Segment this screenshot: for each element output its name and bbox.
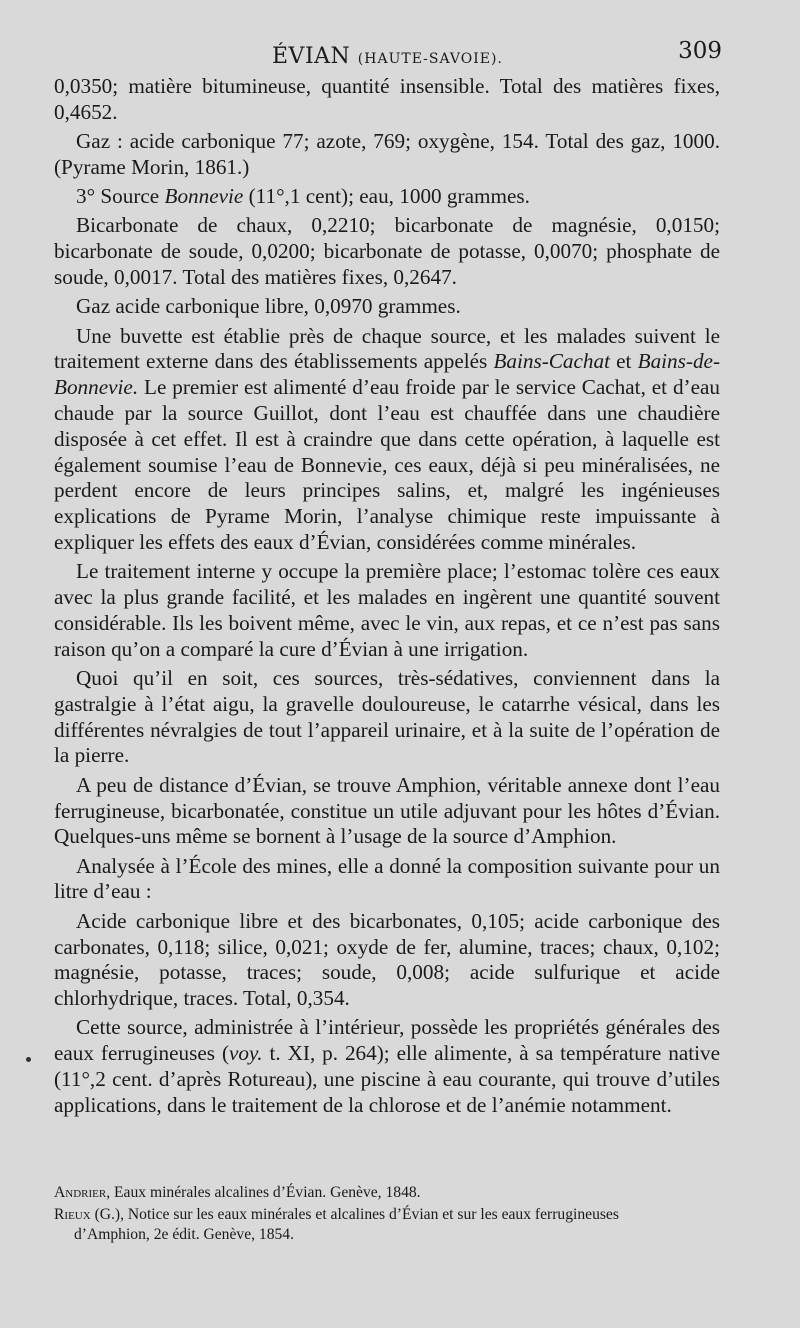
title-main: ÉVIAN <box>272 44 351 69</box>
paragraph <box>54 1015 720 1118</box>
bib-continuation: d’Amphion, 2e édit. Genève, 1854. <box>74 1226 294 1243</box>
bib-author: Andrier, <box>54 1184 111 1201</box>
paragraph: 0,0350; matière bitumineuse, quantité insensible. Total des matières fixes, 0,4652. <box>54 74 720 124</box>
bib-text: Eaux minérales alcalines d’Évian. Genève, 1848. <box>110 1184 421 1201</box>
title-sub: (HAUTE-SAVOIE). <box>357 51 503 67</box>
running-header <box>0 38 800 74</box>
establishment-name: Bains-Cachat <box>493 349 610 374</box>
bibliography-entry <box>54 1205 754 1245</box>
text-run: (11°,1 cent); eau, 1000 grammes. <box>243 184 530 209</box>
paragraph: Le traitement interne y occupe la première place; l’estomac tolère ces eaux avec la plus grande facilité, et les malades en ingèrent une quantité souvent considérable. Ils les boivent même, avec le vin, aux repas, et ce n’est pas sans raison qu’on a comparé la cure d’Évian à une irrigation. <box>54 559 720 661</box>
abbreviation: voy. <box>229 1041 263 1066</box>
text-run: Cette source, administrée à l’intérieur, possède les propriétés générales des eaux ferrugineuses ( <box>54 1015 720 1066</box>
paragraph: A peu de distance d’Évian, se trouve Amphion, véritable annexe dont l’eau ferrugineuse, bicarbonatée, constitue un utile adjuvant pour les hôtes d’Évian. Quelques-uns même se bornent à l’usage de la source d’Amphion. <box>54 772 720 849</box>
running-title <box>272 44 503 69</box>
bib-author: Rieux <box>54 1206 91 1223</box>
paragraph: Analysée à l’École des mines, elle a donné la composition suivante pour un litre d’eau : <box>54 853 720 904</box>
page-number: 309 <box>678 38 722 64</box>
text-run: Une buvette est établie près de chaque source, et les malades suivent le traitement externe dans des établissements appelés <box>54 323 720 374</box>
bibliography-entry <box>54 1183 754 1203</box>
paragraph: Acide carbonique libre et des bicarbonates, 0,105; acide carbonique des carbonates, 0,118; silice, 0,021; oxyde de fer, alumine, traces; chaux, 0,102; magnésie, potasse, traces; soude, 0,008; acide sulfurique et acide chlorhydrique, traces. Total, 0,354. <box>54 908 720 1011</box>
text-run: 3° Source <box>76 184 165 209</box>
text-run: t. XI, p. 264); elle alimente, à sa température native (11°,2 cent. d’après Rotureau), une piscine à eau courante, qui trouve d’utiles applications, dans le traitement de la chlorose et de l’anémie notamment. <box>54 1041 721 1117</box>
main-text <box>54 74 720 1122</box>
paragraph: Gaz : acide carbonique 77; azote, 769; oxygène, 154. Total des gaz, 1000. (Pyrame Morin, 1861.) <box>54 129 720 179</box>
paragraph: Gaz acide carbonique libre, 0,0970 grammes. <box>76 294 461 319</box>
paragraph: Bicarbonate de chaux, 0,2210; bicarbonate de magnésie, 0,0150; bicarbonate de soude, 0,0200; bicarbonate de potasse, 0,0070; phosphate de soude, 0,0017. Total des matières fixes, 0,2647. <box>54 213 720 290</box>
establishment-name: Bains-de-Bonnevie. <box>54 349 720 400</box>
margin-mark <box>26 1057 31 1062</box>
paragraph <box>54 184 720 210</box>
text-run: et <box>609 349 638 374</box>
bib-text: (G.), Notice sur les eaux minérales et alcalines d’Évian et sur les eaux ferrugineuses <box>90 1206 619 1223</box>
source-name: Bonnevie <box>164 184 244 209</box>
text-run: Le premier est alimenté d’eau froide par le service Cachat, et d’eau chaude par la source Guillot, dont l’eau est chauffée dans une chaudière disposée à cet effet. Il est à craindre que dans cette opération, à laquelle est également soumise l’eau de Bonnevie, ces eaux, déjà si peu minéralisées, ne perdent encore de leurs principes salins, et, malgré les ingénieuses explications de Pyrame Morin, l’analyse chimique reste impuissante à expliquer les effets des eaux d’Évian, considérées comme minérales. <box>54 375 720 555</box>
paragraph <box>54 324 720 556</box>
paragraph: Quoi qu’il en soit, ces sources, très-sédatives, conviennent dans la gastralgie à l’état aigu, la gravelle douloureuse, le catarrhe vésical, dans les différentes névralgies de tout l’appareil urinaire, et à la suite de l’opération de la pierre. <box>54 666 720 768</box>
bibliography <box>54 1183 754 1247</box>
